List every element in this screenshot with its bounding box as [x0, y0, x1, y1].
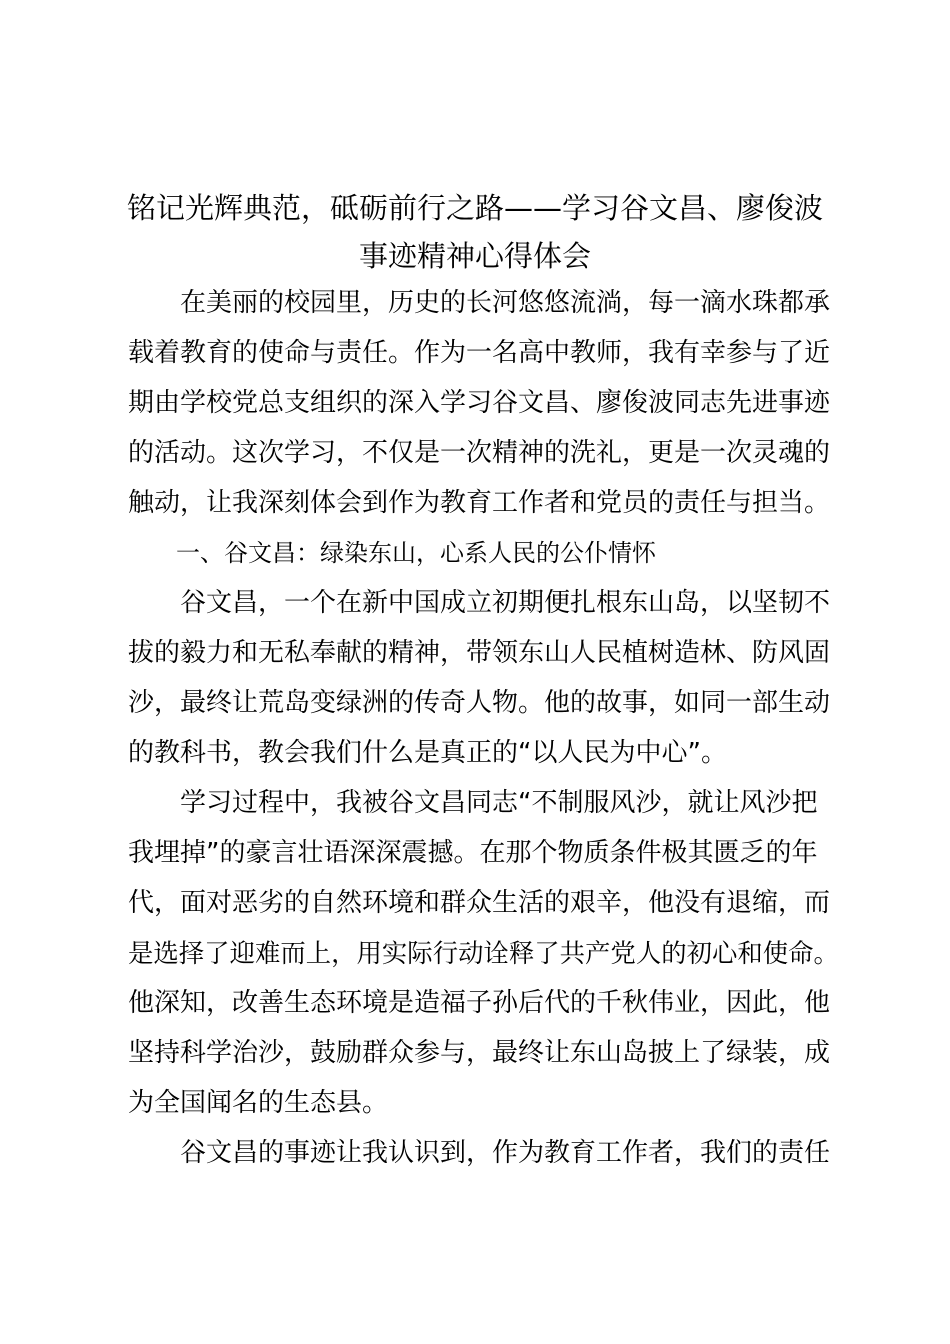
text-line-3: 期由学校党总支组织的深入学习谷文昌、廖俊波同志先进事迹 — [128, 388, 831, 418]
text-line-5: 触动，让我深刻体会到作为教育工作者和党员的责任与担当。 — [128, 488, 831, 518]
text-line-8: 拔的毅力和无私奉献的精神，带领东山人民植树造林、防风固 — [128, 638, 831, 668]
text-line-7: 谷文昌，一个在新中国成立初期便扎根东山岛，以坚韧不 — [128, 588, 831, 618]
text-line-10: 的教科书，教会我们什么是真正的“以人民为中心”。 — [128, 738, 727, 768]
title-line-1: 铭记光辉典范，砥砺前行之路——学习谷文昌、廖俊波 — [126, 191, 823, 225]
text-line-12: 我埋掉”的豪言壮语深深震撼。在那个物质条件极其匮乏的年 — [128, 838, 818, 868]
section-heading-1: 一、谷文昌：绿染东山，心系人民的公仆情怀 — [128, 539, 656, 567]
text-line-13: 代，面对恶劣的自然环境和群众生活的艰辛，他没有退缩，而 — [128, 888, 831, 918]
title-line-2: 事迹精神心得体会 — [358, 239, 591, 273]
text-line-2: 载着教育的使命与责任。作为一名高中教师，我有幸参与了近 — [128, 338, 831, 368]
text-line-14: 是选择了迎难而上，用实际行动诠释了共产党人的初心和使命。 — [128, 938, 839, 968]
text-line-9: 沙，最终让荒岛变绿洲的传奇人物。他的故事，如同一部生动 — [128, 688, 831, 718]
text-line-17: 为全国闻名的生态县。 — [128, 1088, 389, 1118]
text-line-18: 谷文昌的事迹让我认识到，作为教育工作者，我们的责任 — [128, 1138, 831, 1168]
text-line-11: 学习过程中，我被谷文昌同志“不制服风沙，就让风沙把 — [128, 788, 818, 818]
text-line-1: 在美丽的校园里，历史的长河悠悠流淌，每一滴水珠都承 — [128, 288, 831, 318]
text-line-4: 的活动。这次学习，不仅是一次精神的洗礼，更是一次灵魂的 — [128, 438, 831, 468]
text-line-15: 他深知，改善生态环境是造福子孙后代的千秋伟业，因此，他 — [128, 988, 831, 1018]
text-line-16: 坚持科学治沙，鼓励群众参与，最终让东山岛披上了绿装，成 — [128, 1038, 831, 1068]
